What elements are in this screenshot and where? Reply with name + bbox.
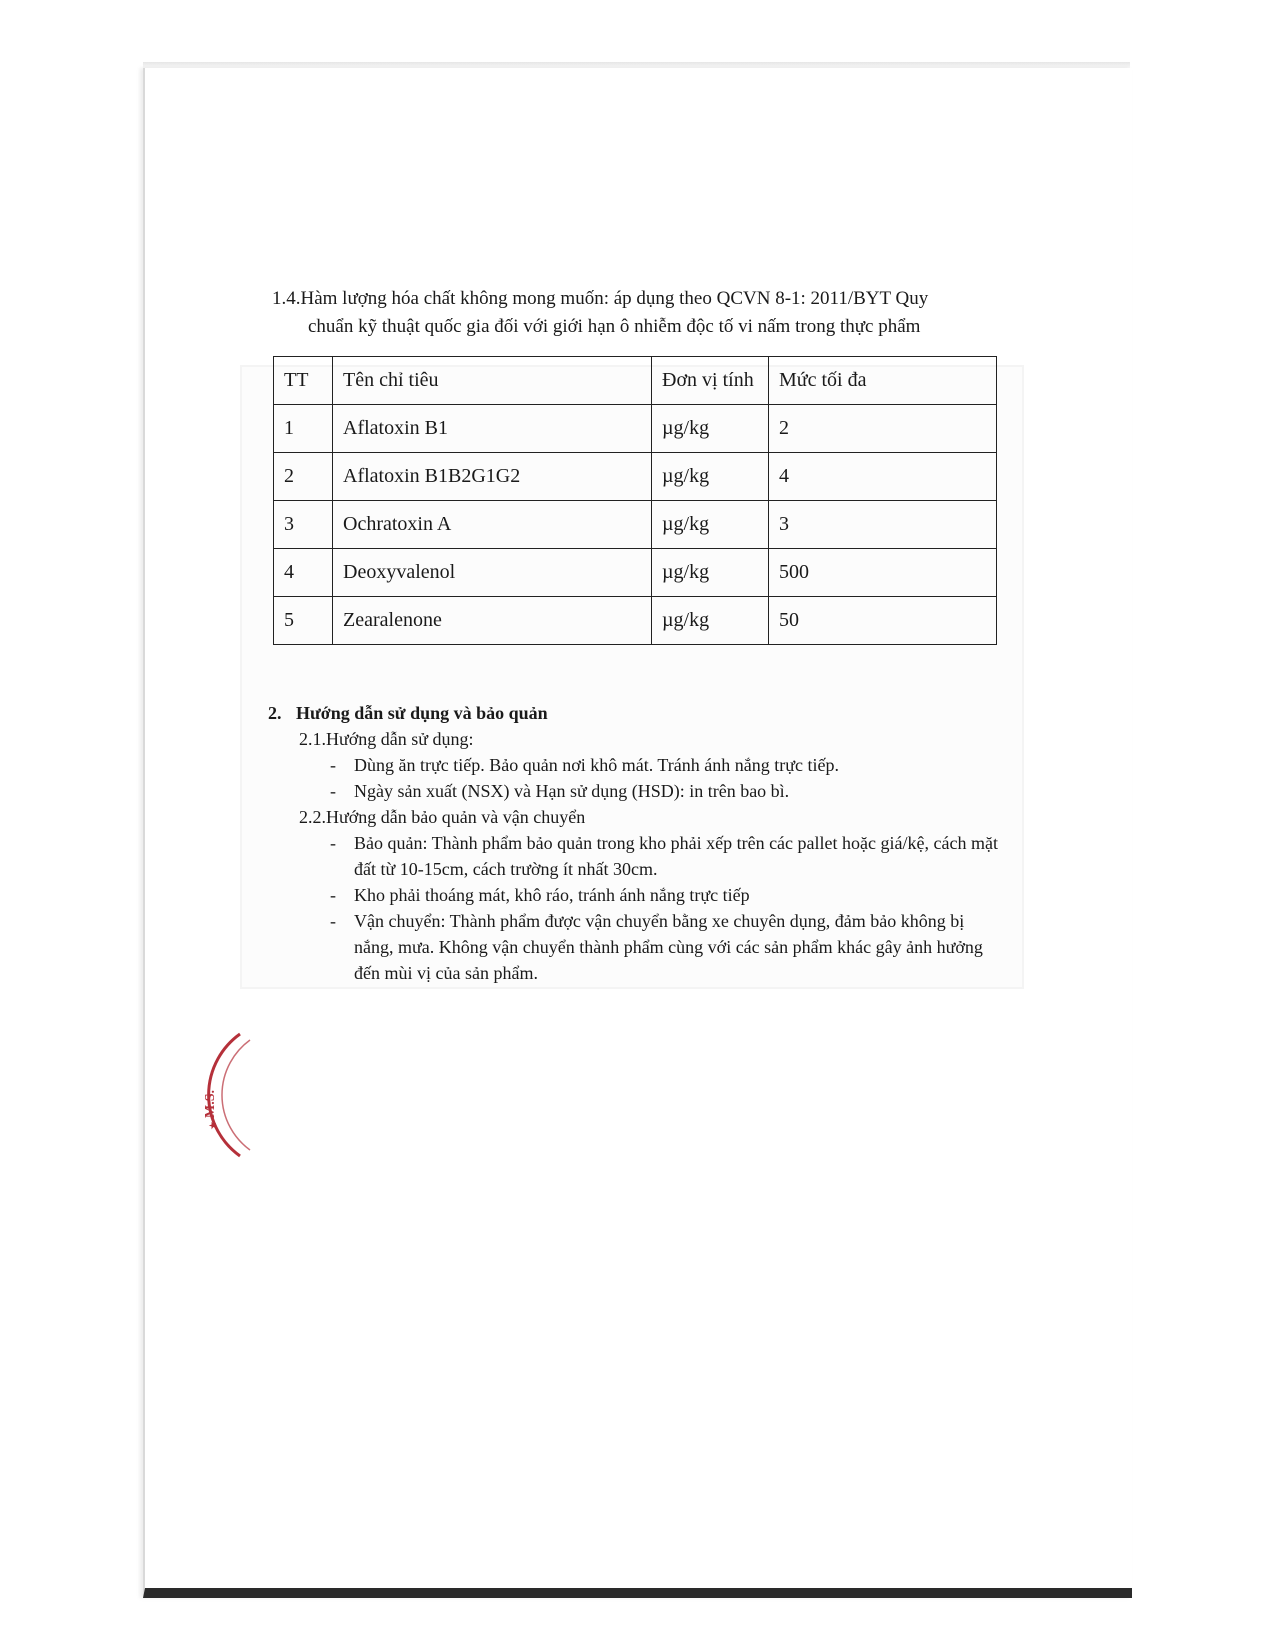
table-row	[274, 501, 997, 549]
header-unit: Đơn vị tính	[652, 357, 769, 405]
cell-unit: µg/kg	[652, 405, 769, 453]
list-item: - Bảo quản: Thành phẩm bảo quản trong kho phải xếp trên các pallet hoặc giá/kệ, cách mặt đất từ 10-15cm, cách trường ít nhất 30cm.	[328, 830, 1008, 882]
header-name: Tên chỉ tiêu	[333, 357, 652, 405]
storage-transport-list	[268, 830, 1008, 986]
header-max-level: Mức tối đa	[769, 357, 997, 405]
list-item: - Vận chuyển: Thành phẩm được vận chuyển bằng xe chuyên dụng, đảm bảo không bị nắng, mưa. Không vận chuyển thành phẩm cùng với các sản phẩm khác gây ảnh hưởng đến mùi vị của sản phẩm.	[328, 908, 1008, 986]
list-item: - Dùng ăn trực tiếp. Bảo quản nơi khô mát. Tránh ánh nắng trực tiếp.	[328, 752, 1008, 778]
section-2-number: 2.	[268, 703, 282, 723]
subsection-2-2-title: 2.2.Hướng dẫn bảo quản và vận chuyển	[299, 807, 586, 827]
svg-text:★: ★	[208, 1121, 219, 1130]
cell-max-level: 3	[769, 501, 997, 549]
cell-name: Aflatoxin B1	[333, 405, 652, 453]
section-1-4-line-2: chuẩn kỹ thuật quốc gia đối với giới hạn ô nhiễm độc tố vi nấm trong thực phẩm	[308, 316, 921, 337]
usage-list	[268, 752, 1008, 804]
cell-max-level: 50	[769, 597, 997, 645]
cell-name: Deoxyvalenol	[333, 549, 652, 597]
cell-name: Zearalenone	[333, 597, 652, 645]
red-seal-stamp-icon	[178, 1030, 258, 1160]
header-tt: TT	[274, 357, 333, 405]
stamp-text: M.S.	[203, 1090, 218, 1118]
table-row	[274, 453, 997, 501]
section-2-title-text: Hướng dẫn sử dụng và bảo quản	[296, 703, 548, 723]
cell-unit: µg/kg	[652, 501, 769, 549]
section-2-title	[268, 700, 1008, 726]
section-1-4-line-1: 1.4.Hàm lượng hóa chất không mong muốn: áp dụng theo QCVN 8-1: 2011/BYT Quy	[272, 288, 929, 309]
cell-unit: µg/kg	[652, 549, 769, 597]
table-row	[274, 597, 997, 645]
cell-tt: 3	[274, 501, 333, 549]
section-2	[268, 700, 1008, 986]
cell-max-level: 500	[769, 549, 997, 597]
cell-tt: 1	[274, 405, 333, 453]
table-row	[274, 549, 997, 597]
list-item: - Kho phải thoáng mát, khô ráo, tránh ánh nắng trực tiếp	[328, 882, 1008, 908]
cell-unit: µg/kg	[652, 597, 769, 645]
mycotoxin-limits-table	[273, 356, 997, 645]
cell-name: Aflatoxin B1B2G1G2	[333, 453, 652, 501]
cell-max-level: 4	[769, 453, 997, 501]
cell-unit: µg/kg	[652, 453, 769, 501]
cell-tt: 2	[274, 453, 333, 501]
cell-tt: 4	[274, 549, 333, 597]
table-header-row	[274, 357, 997, 405]
table-row	[274, 405, 997, 453]
cell-tt: 5	[274, 597, 333, 645]
subsection-2-1-title: 2.1.Hướng dẫn sử dụng:	[299, 729, 474, 749]
section-1-4-heading	[272, 285, 992, 341]
cell-name: Ochratoxin A	[333, 501, 652, 549]
list-item: - Ngày sản xuất (NSX) và Hạn sử dụng (HSD): in trên bao bì.	[328, 778, 1008, 804]
cell-max-level: 2	[769, 405, 997, 453]
